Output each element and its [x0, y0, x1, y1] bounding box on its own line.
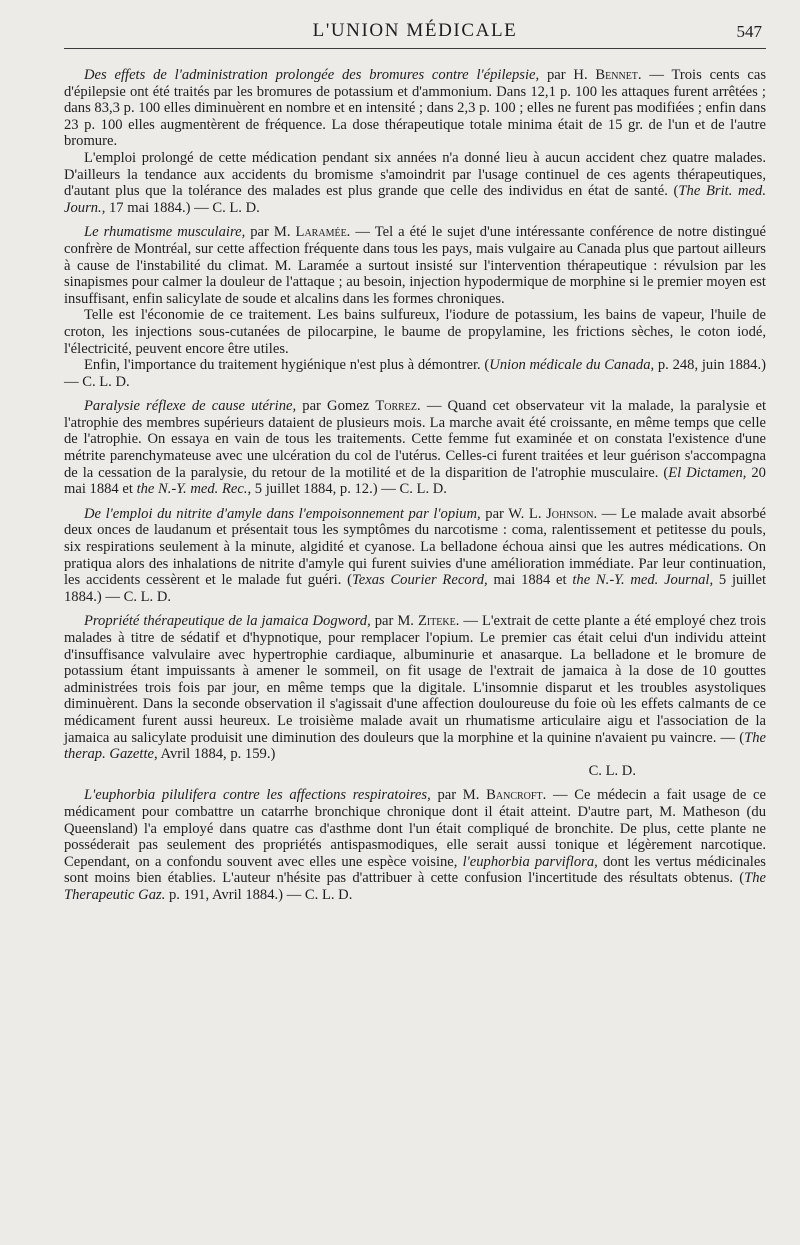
abstract-paragraph: Le rhumatisme musculaire, par M. Laramée. — Tel a été le sujet d'une intéressante conférence de notre distingué confrère de Montréal, sur cette affection fréquente dans tous les pays, mais vulgaire au Canada plus que partout ailleurs à cause de l'instabilité du climat. M. Laramée a surtout insisté sur l'intervention thérapeutique : révulsion par les sinapismes pour calmer la douleur de l'attaque ; au besoin, injection hypodermique de morphine si le premier moyen est insuffisant, enfin salicylate de soude et alcalins dans les formes chroniques.: [64, 224, 766, 307]
source-citation: El Dictamen,: [668, 464, 747, 481]
source-citation: Texas Courier Record,: [351, 572, 488, 589]
abstract-paragraph: L'emploi prolongé de cette médication pendant six années n'a donné lieu à aucun accident chez quatre malades. D'ailleurs la tendance aux accidents du bromisme s'amoindrit par l'usage continuel de ces agents thérapeutiques, d'autant plus que la tolérance des malades est plus grande que celle des individus en état de santé. (The Brit. med. Journ., 17 mai 1884.) — C. L. D.: [64, 149, 766, 216]
abstract-paragraph: L'euphorbia pilulifera contre les affections respiratoires, par M. Bancroft. — Ce médecin a fait usage de ce médicament pour combattre un catarrhe bronchique chronique dont il était atteint. D'autre part, M. Matheson (du Queensland) l'a employé dans quatre cas d'asthme dont l'un était compliqué de bronchite. De plus, cette plante ne posséderait pas seulement des propriétés antispasmodiques, elle serait aussi tonique et légèrement narcotique. Cependant, on a confondu souvent avec elles une espèce voisine, l'euphorbia parviflora, dont les vertus médicinales sont moins bien établies. L'auteur n'hésite pas d'attribuer à cette confusion l'incertitude des résultats obtenus. (The Therapeutic Gaz. p. 191, Avril 1884.) — C. L. D.: [64, 787, 766, 903]
abstract-paragraph: Paralysie réflexe de cause utérine, par Gomez Torrez. — Quand cet observateur vit la malade, la paralysie et l'atrophie des membres supérieurs dataient de plusieurs mois. La marche avait été croissante, en même temps que celle de l'atrophie. On essaya en vain de tous les traitements. Cette femme fut examinée et on constata l'existence d'une métrite parenchymateuse avec une ulcération du col de l'utérus. Celles-ci furent traitées et leur guérison s'accompagna de la cessation de la paralysie, du retour de la motilité et de la disparition de l'atrophie musculaire. (El Dictamen, 20 mai 1884 et the N.-Y. med. Rec., 5 juillet 1884, p. 12.) — C. L. D.: [64, 398, 767, 498]
abstract-title: De l'emploi du nitrite d'amyle dans l'empoisonnement par l'opium,: [84, 505, 481, 522]
abstract-euphorbia: [64, 787, 766, 903]
author-name: Johnson.: [546, 505, 598, 522]
page-header: [64, 14, 766, 49]
running-title: L'UNION MÉDICALE: [312, 20, 518, 41]
source-citation: the N.-Y. med. Journal,: [572, 572, 714, 589]
abstract-title: L'euphorbia pilulifera contre les affections respiratoires,: [84, 787, 431, 804]
abstract-paragraph: Des effets de l'administration prolongée des bromures contre l'épilepsie, par H. Bennet. — Trois cents cas d'épilepsie ont été traités par les bromures de potassium et d'ammonium. Dans 12,1 p. 100 les attaques furent arrêtées ; dans 83,3 p. 100 elles diminuèrent en nombre et en intensité ; dans 2,3 p. 100 ; elles ne furent pas modifiées ; enfin dans 23 p. 100 elles augmentèrent de fréquence. La dose thérapeutique totale minima était de 15 gr. de l'un et de l'autre bromure.: [64, 67, 767, 150]
source-citation: The therap. Gazette,: [64, 729, 766, 763]
author-name: Laramée.: [295, 224, 351, 241]
abstract-paragraph: Telle est l'économie de ce traitement. Les bains sulfureux, l'iodure de potassium, les bains de vapeur, l'huile de croton, les injections sous-cutanées de pilocarpine, le baume de propylamine, les frictions sèches, le coton iodé, l'électricité, peuvent encore être utiles.: [64, 307, 766, 357]
source-citation: Union médicale du Canada,: [489, 357, 655, 374]
signature: C. L. D.: [588, 762, 636, 779]
source-citation: the N.-Y. med. Rec.,: [136, 481, 252, 498]
species-name: l'euphorbia parviflora,: [462, 853, 598, 870]
abstract-paragraph: De l'emploi du nitrite d'amyle dans l'empoisonnement par l'opium, par W. L. Johnson. — Le malade avait absorbé deux onces de laudanum et présentait tous les symptômes du narcotisme : coma, ralentissement et petitesse du pouls, six respirations seulement à la minute, algidité et cyanose. La belladone échoua ainsi que les autres médications. On pratiqua alors des inhalations de nitrite d'amyle qui furent suivies d'une amélioration immédiate. Par leur continuation, les accidents cessèrent et le malade fut guéri. (Texas Courier Record, mai 1884 et the N.-Y. med. Journal, 5 juillet 1884.) — C. L. D.: [64, 505, 767, 605]
author-name: Bancroft.: [486, 787, 547, 804]
abstract-title: Le rhumatisme musculaire,: [84, 224, 246, 241]
abstract-title: Propriété thérapeutique de la jamaica Dogword,: [84, 613, 371, 630]
abstract-rhumatisme: [64, 224, 766, 390]
author-name: Torrez.: [375, 398, 421, 415]
abstract-paragraph: Propriété thérapeutique de la jamaica Dogword, par M. Ziteke. — L'extrait de cette plante a été employé chez trois malades à titre de sédatif et d'hypnotique, pour remplacer l'opium. Le premier cas était celui d'un individu atteint d'insuffisance valvulaire avec hypertrophie cardiaque, albuminurie et anasarque. La belladone et le bromure de potassium étant impuissants à amener le sommeil, on fit usage de l'extrait de jamaica à la dose de 10 gouttes administrées trois fois par jour, en même temps que la digitale. L'insomnie disparut et les troubles asystoliques diminuèrent. Dans la seconde observation il s'agissait d'une affection douloureuse du foie où les effets calmants de ce médicament furent aussi heureux. Le troisième malade avait un rhumatisme articulaire aigu et l'association de la jamaica au salicylate produisit une diminution des douleurs que la morphine et la quinine n'avaient pu vaincre. — (The therap. Gazette, Avril 1884, p. 159.): [64, 613, 766, 763]
abstract-bromures: [64, 67, 766, 216]
abstract-title: Des effets de l'administration prolongée des bromures contre l'épilepsie,: [84, 67, 540, 83]
source-citation: The Therapeutic Gaz.: [64, 870, 766, 903]
abstract-nitrite-amyle: [64, 506, 766, 606]
source-citation: The Brit. med. Journ.: [64, 183, 766, 216]
author-name: Ziteke.: [417, 613, 460, 630]
abstract-title: Paralysie réflexe de cause utérine,: [84, 398, 297, 415]
author-name: Bennet.: [595, 67, 642, 83]
abstract-paralysie: [64, 398, 766, 498]
abstract-jamaica-dogwood: [64, 613, 766, 779]
page-number: 547: [736, 22, 762, 41]
abstract-paragraph: Enfin, l'importance du traitement hygiénique n'est plus à démontrer. (Union médicale du Canada, p. 248, juin 1884.) — C. L. D.: [64, 357, 766, 390]
page-body: [64, 67, 766, 904]
